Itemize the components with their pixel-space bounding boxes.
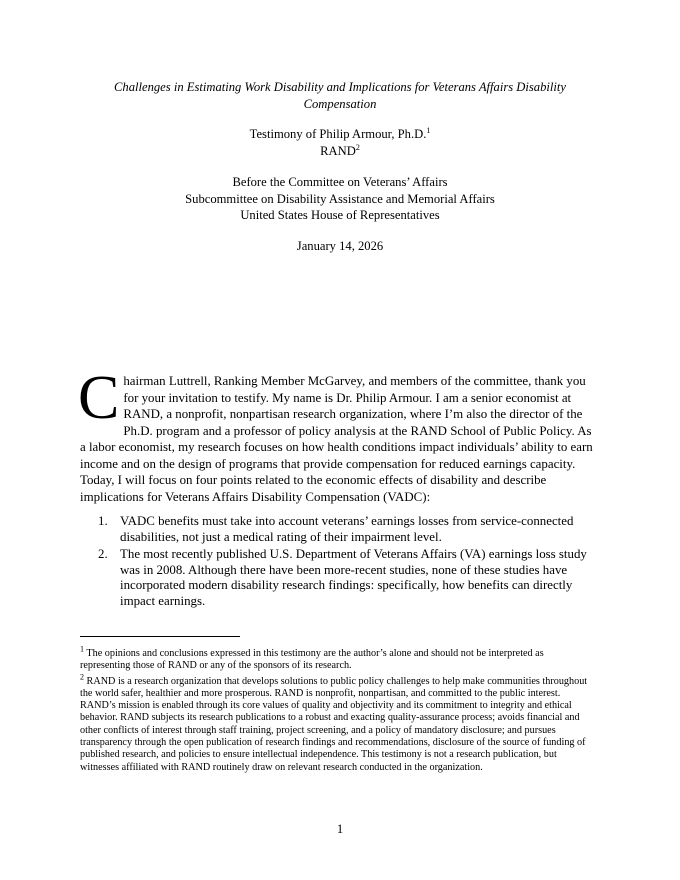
footnote-mark: 2 (80, 672, 84, 682)
list-item-number: 1. (98, 514, 108, 528)
drop-cap: C (78, 364, 120, 432)
list-item (98, 514, 594, 545)
footnotes (80, 644, 596, 777)
author-line (90, 126, 590, 143)
subcommittee-line: Subcommittee on Disability Assistance and Memorial Affairs (185, 191, 495, 206)
house-line: United States House of Representatives (240, 208, 440, 222)
footnote-divider (80, 636, 240, 637)
footnote-1 (80, 644, 596, 673)
points-list (98, 514, 594, 611)
committee-line: Before the Committee on Veterans’ Affairs (232, 175, 448, 189)
list-item-text: VADC benefits must take into account veterans’ earnings losses from service-connected disabilities, not just a medical rating of their impairment level. (120, 514, 574, 544)
footnote-mark: 1 (80, 644, 84, 654)
document-title: Challenges in Estimating Work Disability and Implications for Veterans Affairs Disability Compensation (114, 80, 566, 111)
list-item-number: 2. (98, 547, 108, 561)
page-number: 1 (336, 822, 344, 836)
author-name: Testimony of Philip Armour, Ph.D. (249, 127, 427, 141)
list-item (98, 547, 594, 609)
footnote-2 (80, 672, 596, 774)
footnote-text: RAND is a research organization that develops solutions to public policy challenges to help make communities throughout the world safer, healthier and more prosperous. RAND is nonprofit, nonpartisan, and committed to the public interest. RAND’s mission is enabled through its core values of quality and objectivity and its commitment to integrity and ethical behavior. RAND subjects its research publications to a robust and exacting quality-assurance process; avoids financial and other conflicts of interest through staff training, project screening, and a policy of mandatory disclosure; and pursues transparency through the open publication of research findings and recommendations, disclosure of the source of funding of published research, and policies to ensure intellectual independence. This testimony is not a research publication, but witnesses affiliated with RAND routinely draw on relevant research conducted in the organization. (80, 675, 588, 773)
intro-text: hairman Luttrell, Ranking Member McGarvey, and members of the committee, thank you for your invitation to testify. My name is Dr. Philip Armour. I am a senior economist at RAND, a nonprofit, nonpartisan research organization, where I’m also the director of the Ph.D. program and a professor of policy analysis at the RAND School of Public Policy. As a labor economist, my research focuses on how health conditions impact individuals’ ability to earn income and on the design of programs that provide compensation for reduced earnings capacity. Today, I will focus on four points related to the economic effects of disability and describe implications for Veterans Affairs Disability Compensation (VADC): (80, 374, 593, 504)
committee-block (90, 174, 590, 224)
footnote-text: The opinions and conclusions expressed in this testimony are the author’s alone and should not be interpreted as representing those of RAND or any of the sponsors of its research. (80, 648, 544, 672)
footnote-ref-2: 2 (355, 142, 360, 152)
testimony-date: January 14, 2026 (296, 239, 384, 253)
list-item-text: The most recently published U.S. Department of Veterans Affairs (VA) earnings loss study was in 2008. Although there have been more-recent studies, none of these studies have incorporated modern disability research findings: specifically, how benefits can directly impact earnings. (120, 547, 587, 608)
affiliation-name: RAND (320, 143, 356, 158)
author-block (90, 126, 590, 159)
affiliation-line (90, 143, 590, 160)
footnote-ref-1: 1 (426, 125, 431, 135)
intro-paragraph (78, 364, 594, 505)
